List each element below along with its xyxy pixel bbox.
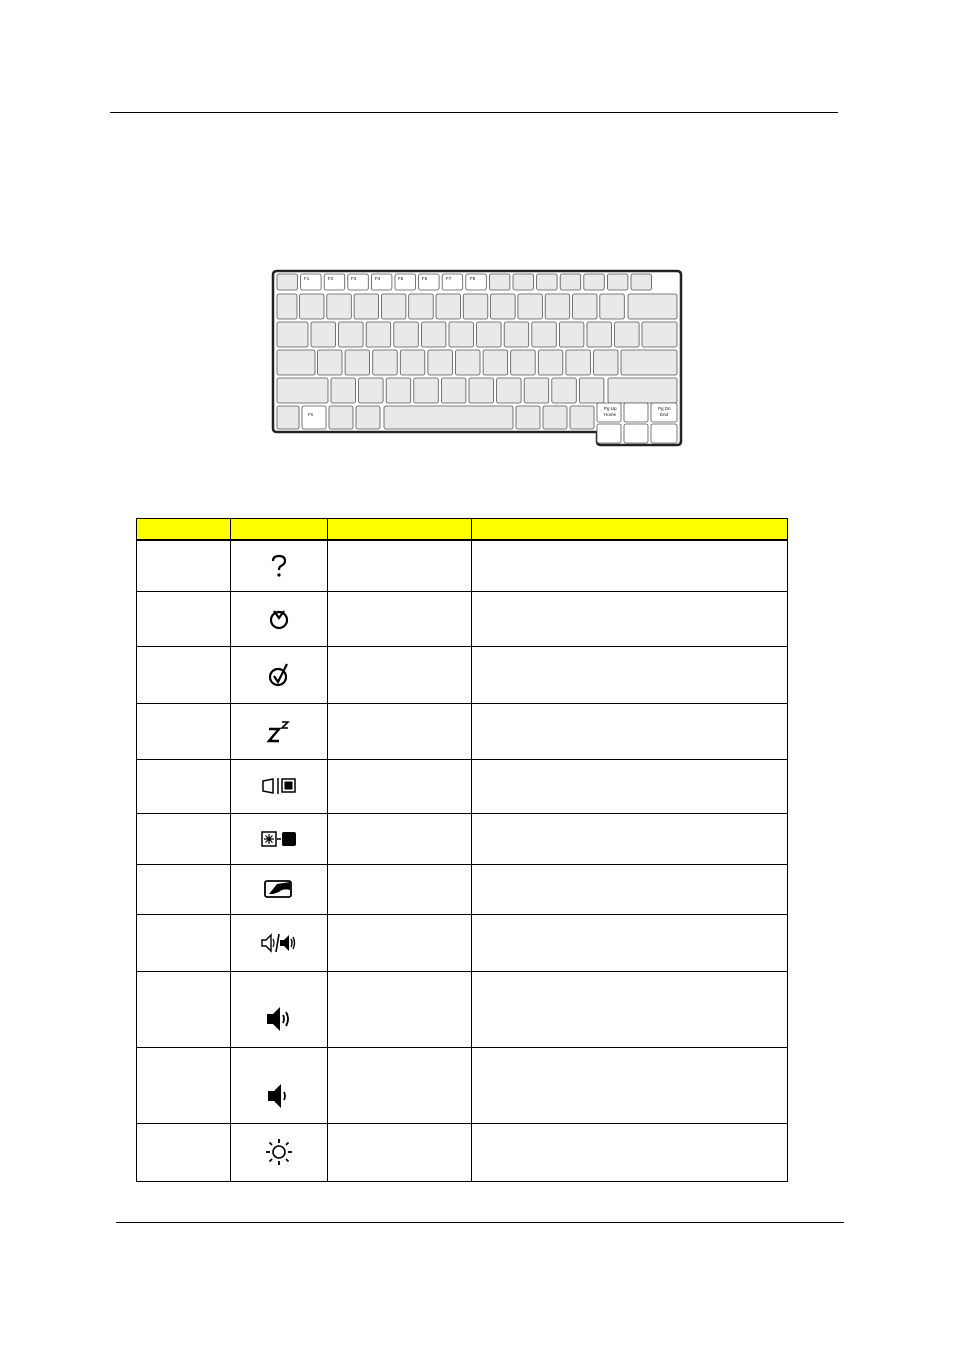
keyboard-key <box>615 322 640 347</box>
table-row <box>137 1047 788 1123</box>
function-cell <box>328 864 472 914</box>
pgdn-key-label-2: End <box>660 412 669 417</box>
keyboard-key <box>491 294 515 319</box>
header-cell <box>328 519 472 541</box>
function-cell <box>328 971 472 1047</box>
description-cell <box>472 703 788 759</box>
table-header-row <box>137 519 788 541</box>
hotkey-cell <box>137 703 231 759</box>
system-property-icon <box>267 607 291 631</box>
keyboard-key <box>559 322 584 347</box>
touchpad-toggle-icon <box>263 878 295 900</box>
keyboard-key <box>414 378 439 403</box>
fkey-label: F4 <box>375 276 381 281</box>
hotkey-cell <box>137 1047 231 1123</box>
keyboard-key <box>277 378 328 403</box>
hotkey-cell <box>137 864 231 914</box>
header-rule <box>110 112 838 113</box>
keyboard-key <box>545 294 570 319</box>
keyboard-key <box>642 322 677 347</box>
keyboard-key <box>608 378 677 403</box>
keyboard-key <box>394 322 419 347</box>
keyboard-key <box>373 350 398 375</box>
header-cell <box>231 519 328 541</box>
keyboard-key <box>277 406 299 429</box>
keyboard-key <box>311 322 336 347</box>
keyboard-key <box>497 378 521 403</box>
help-question-icon <box>267 554 291 578</box>
keyboard-key <box>469 378 494 403</box>
fn-key-label: Fn <box>308 412 314 417</box>
fkey-label: F6 <box>422 276 428 281</box>
checkmark-icon <box>267 662 291 688</box>
keyboard-key <box>513 274 534 290</box>
table-row <box>137 813 788 864</box>
hotkey-cell <box>137 646 231 703</box>
hotkey-cell <box>137 813 231 864</box>
table-row <box>137 864 788 914</box>
fkey-label: F2 <box>328 276 334 281</box>
keyboard-key <box>543 406 567 429</box>
header-cell <box>137 519 231 541</box>
description-cell <box>472 591 788 646</box>
keyboard-key <box>359 378 384 403</box>
description-cell <box>472 864 788 914</box>
hotkey-cell <box>137 759 231 813</box>
keyboard-key <box>409 294 434 319</box>
keyboard-key <box>331 378 356 403</box>
keyboard-key <box>354 294 379 319</box>
footer-rule <box>116 1222 844 1223</box>
function-cell <box>328 646 472 703</box>
keyboard-key <box>607 274 628 290</box>
keyboard-key <box>463 294 488 319</box>
hotkey-cell <box>137 540 231 591</box>
keyboard-key <box>384 406 513 429</box>
keyboard-key <box>381 294 406 319</box>
keyboard-key <box>421 322 446 347</box>
keyboard-key <box>597 424 621 443</box>
volume-up-icon <box>265 1005 293 1033</box>
keyboard-key <box>621 350 677 375</box>
keyboard-key <box>456 350 481 375</box>
keyboard-key <box>560 274 581 290</box>
keyboard-key <box>386 378 411 403</box>
keyboard-key <box>277 322 308 347</box>
keyboard-key <box>587 322 612 347</box>
table-row <box>137 540 788 591</box>
description-cell <box>472 646 788 703</box>
description-cell <box>472 971 788 1047</box>
keyboard-key <box>504 322 529 347</box>
keyboard-key <box>339 322 364 347</box>
keyboard-key <box>532 322 557 347</box>
pgup-key-label: Pg Up <box>604 406 617 411</box>
function-cell <box>328 813 472 864</box>
description-cell <box>472 1123 788 1181</box>
pgdn-key-label: Pg Dn <box>658 406 671 411</box>
table-row <box>137 703 788 759</box>
keyboard-key <box>477 322 502 347</box>
keyboard-key <box>566 350 591 375</box>
keyboard-key <box>302 406 326 429</box>
hotkey-cell <box>137 914 231 971</box>
keyboard-key <box>489 274 510 290</box>
keyboard-key <box>631 274 652 290</box>
function-cell <box>328 703 472 759</box>
keyboard-key <box>624 403 648 422</box>
keyboard-key <box>570 406 594 429</box>
keyboard-key <box>327 294 352 319</box>
keyboard-key <box>537 274 558 290</box>
table-row <box>137 914 788 971</box>
function-cell <box>328 759 472 813</box>
function-cell <box>328 540 472 591</box>
keyboard-key <box>345 350 370 375</box>
function-cell <box>328 1047 472 1123</box>
keyboard-key <box>318 350 343 375</box>
keyboard-key <box>277 350 315 375</box>
hotkey-cell <box>137 971 231 1047</box>
keyboard-key <box>466 274 487 290</box>
table-row <box>137 591 788 646</box>
description-cell <box>472 1047 788 1123</box>
keyboard-key <box>584 274 605 290</box>
sleep-zz-icon <box>267 719 291 743</box>
keyboard-key <box>552 378 577 403</box>
table-row <box>137 646 788 703</box>
description-cell <box>472 759 788 813</box>
keyboard-key <box>538 350 563 375</box>
keyboard-key <box>511 350 536 375</box>
keyboard-key <box>516 406 540 429</box>
keyboard-key <box>524 378 549 403</box>
keyboard-key <box>428 350 453 375</box>
keyboard-key <box>483 350 508 375</box>
table-row <box>137 1123 788 1181</box>
table-row <box>137 759 788 813</box>
function-cell <box>328 591 472 646</box>
keyboard-key <box>651 424 677 443</box>
screen-blank-icon <box>260 830 298 848</box>
function-cell <box>328 1123 472 1181</box>
pgup-key-label-2: Home <box>604 412 617 417</box>
fkey-label: F3 <box>351 276 357 281</box>
keyboard-key <box>400 350 425 375</box>
description-cell <box>472 914 788 971</box>
keyboard-key <box>436 294 461 319</box>
keyboard-key <box>579 378 604 403</box>
table-row <box>137 971 788 1047</box>
keyboard-key <box>366 322 391 347</box>
description-cell <box>472 540 788 591</box>
keyboard-key <box>441 378 466 403</box>
keyboard-key <box>518 294 543 319</box>
hotkey-cell <box>137 1123 231 1181</box>
header-cell <box>472 519 788 541</box>
description-cell <box>472 813 788 864</box>
keyboard-key <box>628 294 677 319</box>
keyboard-key <box>277 274 298 290</box>
keyboard-key <box>594 350 619 375</box>
brightness-up-icon <box>265 1138 293 1166</box>
fkey-label: F1 <box>304 276 310 281</box>
keyboard-key <box>573 294 598 319</box>
volume-down-icon <box>266 1082 292 1110</box>
hotkey-cell <box>137 591 231 646</box>
keyboard-key <box>449 322 474 347</box>
fkey-label: F8 <box>470 276 476 281</box>
keyboard-key <box>300 294 325 319</box>
speaker-toggle-icon <box>260 932 298 954</box>
fkey-label: F7 <box>446 276 452 281</box>
keyboard-key <box>329 406 353 429</box>
keyboard-diagram <box>271 269 683 447</box>
keyboard-key <box>356 406 380 429</box>
keyboard-key <box>600 294 625 319</box>
fkey-label: F5 <box>398 276 404 281</box>
function-cell <box>328 914 472 971</box>
keyboard-key <box>624 424 648 443</box>
keyboard-key <box>277 294 297 319</box>
hotkey-table <box>136 518 788 1182</box>
display-toggle-icon <box>260 777 298 795</box>
